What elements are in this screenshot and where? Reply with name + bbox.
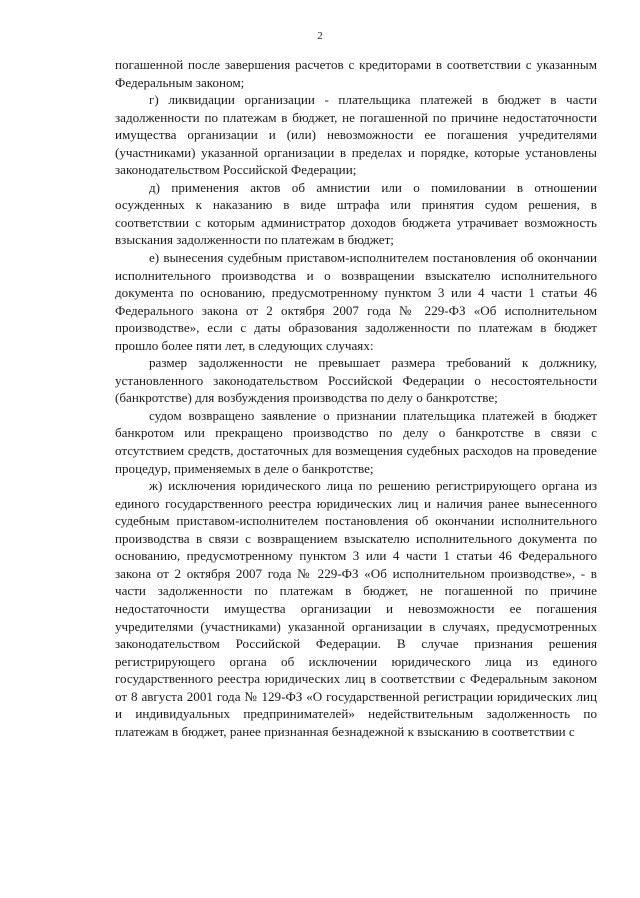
paragraph-item-e: е) вынесения судебным приставом-исполнителем постановления об окончании исполнительного производства и о возвращении взыскателю исполнительного документа по основанию, предусмотренному пунктом 3 или 4 части 1 статьи 46 Федерального закона от 2 октября 2007 года № 229-ФЗ «Об исполнительном производстве», если с даты образования задолженности по платежам в бюджет прошло более пяти лет, в следующих случаях:	[115, 250, 597, 353]
paragraph-item-zh: ж) исключения юридического лица по решению регистрирующего органа из единого государственного реестра юридических лиц и наличия ранее вынесенного судебным приставом-исполнителем постановления об окончании исполнительного производства в связи с возвращением взыскателю исполнительного документа по основанию, предусмотренному пунктом 3 или 4 части 1 статьи 46 Федерального закона от 2 октября 2007 года № 229-ФЗ «Об исполнительном производстве», - в части задолженности по платежам в бюджет, не погашенной по причине недостаточности имущества организации и невозможности ее погашения учредителями (участниками) указанной организации в случаях, предусмотренных законодательством Российской Федерации. В случае признания решения регистрирующего органа об исключении юридического лица из единого государственного реестра юридических лиц в соответствии с Федеральным законом от 8 августа 2001 года № 129-ФЗ «О государственной регистрации юридических лиц и индивидуальных предпринимателей» недействительным задолженность по платежам в бюджет, ранее признанная безнадежной к взысканию в соответствии с	[115, 478, 597, 739]
paragraph-continuation: погашенной после завершения расчетов с кредиторами в соответствии с указанным Федеральным законом;	[115, 57, 597, 90]
document-body	[115, 56, 597, 740]
paragraph-case-1: размер задолженности не превышает размера требований к должнику, установленного законодательством Российской Федерации о несостоятельности (банкротстве) для возбуждения производства по делу о банкротстве;	[115, 355, 597, 406]
paragraph-item-d: д) применения актов об амнистии или о помиловании в отношении осужденных к наказанию в виде штрафа или принятия судом решения, в соответствии с которым администратор доходов бюджета утрачивает возможность взыскания задолженности по платежам в бюджет;	[115, 179, 597, 248]
page-number: 2	[317, 30, 323, 42]
paragraph-item-g: г) ликвидации организации - плательщика платежей в бюджет в части задолженности по платежам в бюджет, не погашенной по причине недостаточности имущества организации и (или) невозможности ее погашения учредителями (участниками) указанной организации в пределах и порядке, которые установлены законодательством Российской Федерации;	[115, 92, 597, 178]
paragraph-case-2: судом возвращено заявление о признании плательщика платежей в бюджет банкротом или прекращено производство по делу о банкротстве в связи с отсутствием средств, достаточных для возмещения судебных расходов на проведение процедур, применяемых в деле о банкротстве;	[115, 407, 597, 476]
